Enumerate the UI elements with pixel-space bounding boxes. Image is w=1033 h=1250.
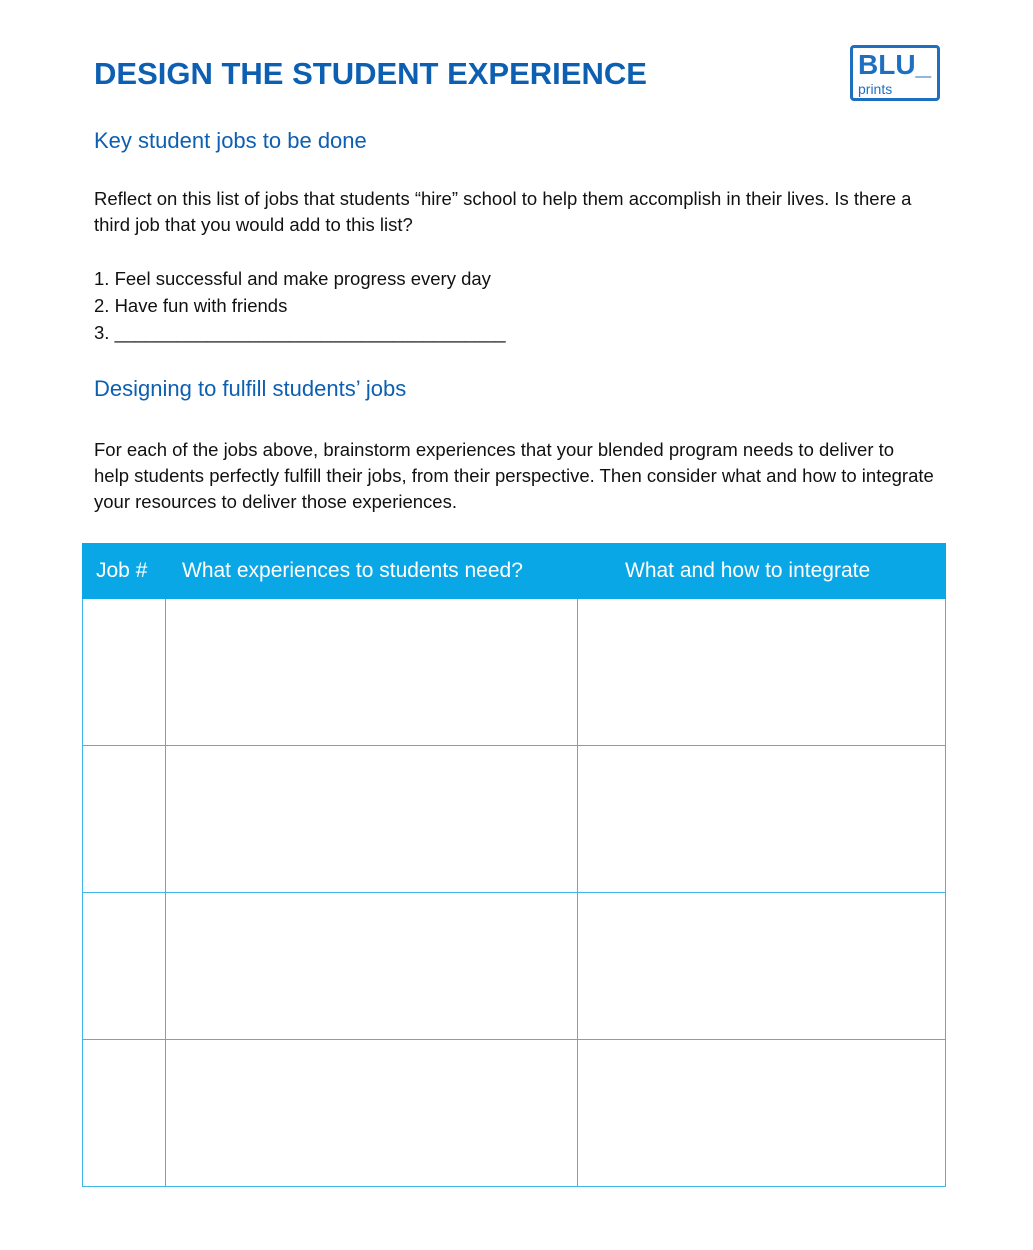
header-job-number: Job # [83, 544, 166, 599]
experience-table [82, 543, 946, 1187]
list-item-blank[interactable]: 3. ______________________________________ [94, 322, 506, 343]
table-row [83, 746, 946, 893]
table-row [83, 1040, 946, 1187]
page-title: DESIGN THE STUDENT EXPERIENCE [94, 56, 647, 91]
design-intro-text: For each of the jobs above, brainstorm experiences that your blended program needs to deliver to help students perfectly fulfill their jobs, from their perspective. Then consider what and how to integrate your resources to deliver those experiences. [94, 439, 934, 512]
integrate-cell[interactable] [578, 1040, 946, 1187]
job-number-cell[interactable] [83, 746, 166, 893]
header-experiences: What experiences to students need? [166, 544, 578, 599]
jobs-intro-text: Reflect on this list of jobs that students “hire” school to help them accomplish in their lives. Is there a third job that you would add to this list? [94, 188, 912, 235]
job-number-cell[interactable] [83, 893, 166, 1040]
section-heading-design: Designing to fulfill students’ jobs [94, 376, 407, 401]
list-item: 2. Have fun with friends [94, 295, 288, 316]
job-number-cell[interactable] [83, 599, 166, 746]
table-row [83, 599, 946, 746]
table-row [83, 893, 946, 1040]
experiences-cell[interactable] [166, 893, 578, 1040]
logo-main-text: BLU_ [858, 49, 932, 80]
integrate-cell[interactable] [578, 746, 946, 893]
integrate-cell[interactable] [578, 893, 946, 1040]
list-item: 1. Feel successful and make progress every day [94, 268, 491, 289]
experiences-cell[interactable] [166, 746, 578, 893]
experiences-cell[interactable] [166, 1040, 578, 1187]
section-heading-jobs: Key student jobs to be done [94, 128, 367, 153]
experiences-cell[interactable] [166, 599, 578, 746]
header-integrate: What and how to integrate [578, 544, 946, 599]
blu-prints-logo [850, 45, 940, 101]
job-number-cell[interactable] [83, 1040, 166, 1187]
jobs-list [94, 265, 506, 346]
table-header-row [83, 544, 946, 599]
integrate-cell[interactable] [578, 599, 946, 746]
logo-sub-text: prints [858, 81, 893, 97]
